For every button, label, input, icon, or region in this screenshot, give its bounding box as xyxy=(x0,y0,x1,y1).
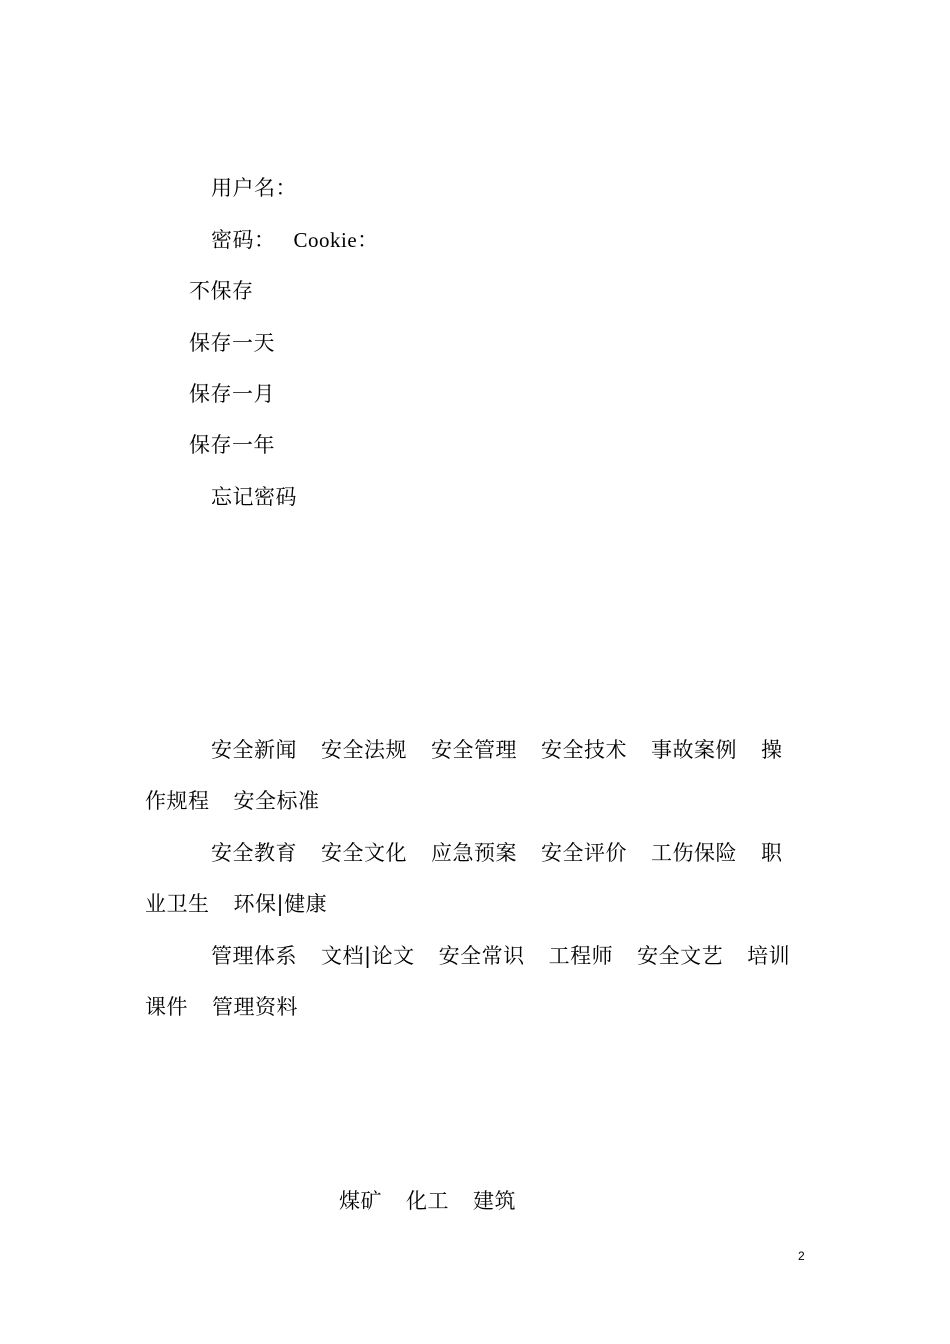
nav-link-operating-procedures-end[interactable]: 作规程 xyxy=(145,789,210,813)
nav-row-3b xyxy=(145,993,298,1021)
nav-link-accident-cases[interactable]: 事故案例 xyxy=(651,738,737,762)
nav-link-safety-news[interactable]: 安全新闻 xyxy=(211,738,297,762)
industry-row xyxy=(339,1187,516,1215)
nav-link-safety-knowledge[interactable]: 安全常识 xyxy=(438,944,525,968)
nav-link-operating-procedures-start[interactable]: 操 xyxy=(761,738,783,762)
password-row xyxy=(211,226,379,254)
cookie-option-year[interactable]: 保存一年 xyxy=(189,433,275,457)
nav-row-2a xyxy=(211,839,783,867)
nav-link-engineer[interactable]: 工程师 xyxy=(548,944,614,968)
nav-link-safety-regulations[interactable]: 安全法规 xyxy=(321,738,407,762)
nav-link-training-courseware-end[interactable]: 课件 xyxy=(145,995,188,1019)
nav-row-1a xyxy=(211,736,783,764)
nav-link-safety-arts[interactable]: 安全文艺 xyxy=(637,944,724,968)
nav-link-safety-evaluation[interactable]: 安全评价 xyxy=(541,841,627,865)
cookie-label: Cookie： xyxy=(293,228,379,252)
nav-link-safety-standards[interactable]: 安全标准 xyxy=(233,789,320,813)
nav-link-management-materials[interactable]: 管理资料 xyxy=(212,995,298,1019)
password-label: 密码： xyxy=(211,228,276,252)
nav-link-emergency-plans[interactable]: 应急预案 xyxy=(431,841,517,865)
nav-link-safety-culture[interactable]: 安全文化 xyxy=(321,841,407,865)
nav-link-safety-technology[interactable]: 安全技术 xyxy=(541,738,627,762)
industry-link-construction[interactable]: 建筑 xyxy=(473,1189,516,1213)
nav-row-3a xyxy=(211,942,790,970)
username-label: 用户名： xyxy=(211,176,297,200)
nav-link-management-system[interactable]: 管理体系 xyxy=(211,944,297,968)
forgot-password-link[interactable]: 忘记密码 xyxy=(211,485,297,509)
cookie-option-day[interactable]: 保存一天 xyxy=(189,331,275,355)
nav-row-2b xyxy=(145,890,327,918)
nav-link-occupational-health-start[interactable]: 职 xyxy=(761,841,783,865)
cookie-option-none[interactable]: 不保存 xyxy=(189,279,254,303)
nav-link-environment-health[interactable]: 环保|健康 xyxy=(233,892,328,916)
nav-link-occupational-health-end[interactable]: 业卫生 xyxy=(145,892,210,916)
industry-link-coal-mine[interactable]: 煤矿 xyxy=(339,1189,382,1213)
industry-link-chemical[interactable]: 化工 xyxy=(406,1189,449,1213)
nav-link-safety-education[interactable]: 安全教育 xyxy=(211,841,297,865)
nav-link-documents-papers[interactable]: 文档|论文 xyxy=(321,944,415,968)
nav-link-safety-management[interactable]: 安全管理 xyxy=(431,738,517,762)
cookie-option-month[interactable]: 保存一月 xyxy=(189,382,275,406)
nav-link-injury-insurance[interactable]: 工伤保险 xyxy=(651,841,737,865)
page-number: 2 xyxy=(798,1249,805,1263)
nav-link-training-courseware-start[interactable]: 培训 xyxy=(747,944,791,968)
nav-row-1b xyxy=(145,787,320,815)
